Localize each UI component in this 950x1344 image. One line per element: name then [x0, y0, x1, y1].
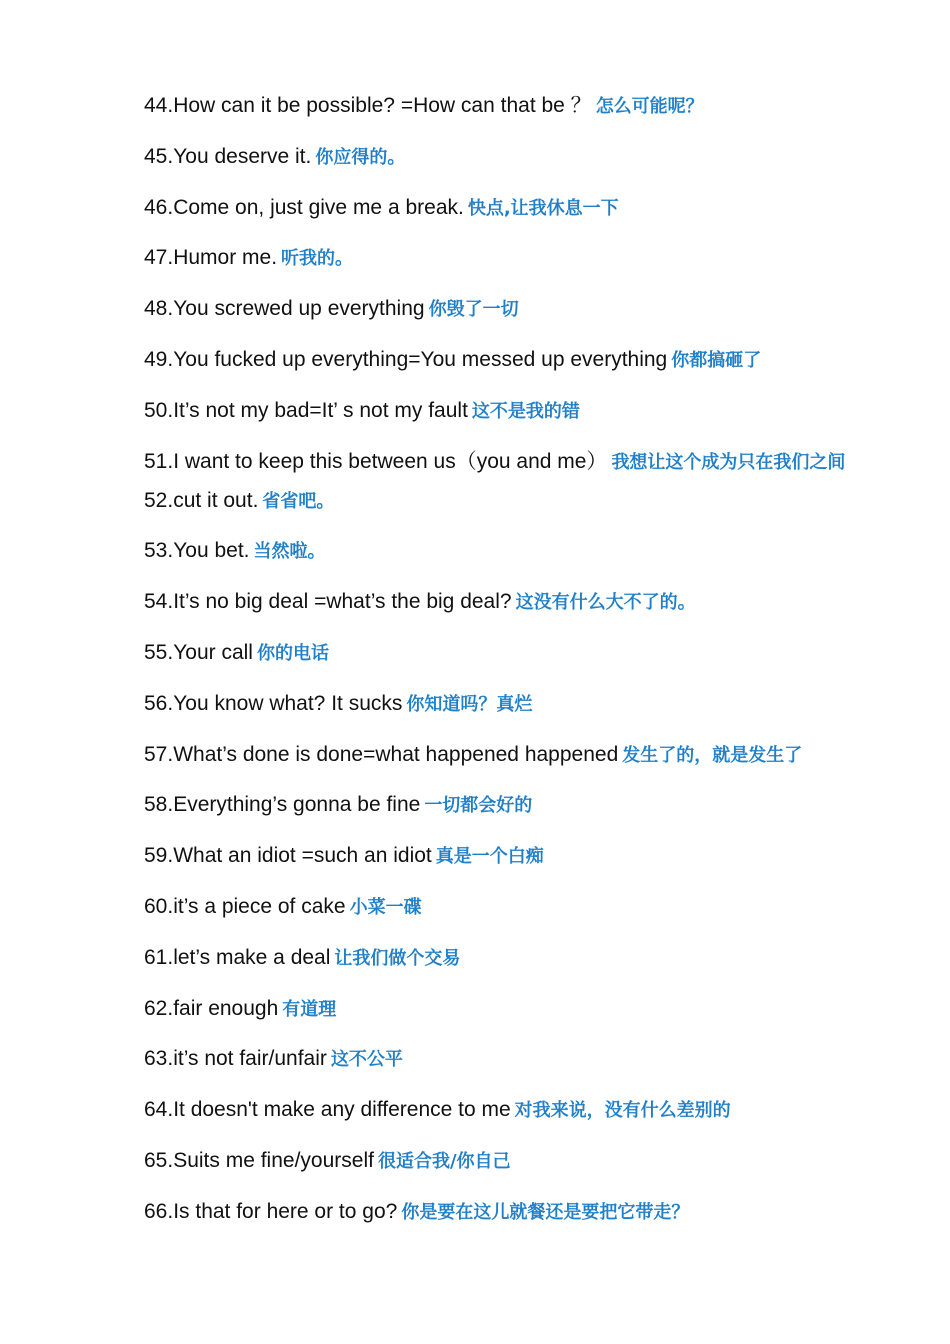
phrase-item-62 — [144, 991, 869, 1028]
phrase-item-49 — [144, 342, 869, 379]
phrase-english: 65.Suits me fine/yourself — [144, 1148, 374, 1172]
phrase-english: 53.You bet. — [144, 539, 250, 563]
phrase-item-58 — [144, 787, 869, 824]
phrase-english: 45.You deserve it. — [144, 144, 312, 168]
phrase-item-59 — [144, 838, 869, 875]
phrase-item-46 — [144, 190, 869, 227]
phrase-item-48 — [144, 291, 869, 328]
phrase-chinese: 你是要在这儿就餐还是要把它带走？ — [401, 1201, 690, 1223]
phrase-item-50 — [144, 393, 869, 430]
phrase-item-64 — [144, 1092, 869, 1129]
phrase-item-55 — [144, 635, 869, 672]
phrase-chinese: 发生了的，就是发生了 — [622, 744, 803, 766]
phrase-item-47 — [144, 240, 869, 277]
phrase-english: 61.let’s make a deal — [144, 945, 331, 969]
phrase-english: 57.What’s done is done=what happened happened — [144, 742, 619, 766]
phrase-chinese: 小菜一碟 — [349, 896, 422, 918]
phrase-chinese: 省省吧。 — [262, 490, 335, 512]
phrase-item-56 — [144, 686, 869, 723]
phrase-english: 48.You screwed up everything — [144, 297, 425, 321]
phrase-item-45 — [144, 139, 869, 176]
phrase-chinese: 你的电话 — [256, 642, 329, 664]
phrase-item-66 — [144, 1194, 869, 1231]
phrase-list — [144, 88, 869, 1245]
phrase-english: 66.Is that for here or to go? — [144, 1199, 398, 1223]
phrase-english: 51.I want to keep this between us（you and me） — [144, 449, 608, 473]
phrase-chinese: 这不是我的错 — [471, 400, 580, 422]
phrase-chinese: 这不公平 — [330, 1049, 403, 1071]
phrase-english: 50.It’s not my bad=It’ s not my fault — [144, 398, 468, 422]
phrase-chinese: 听我的。 — [281, 248, 354, 270]
phrase-chinese: 这没有什么大不了的。 — [515, 592, 696, 614]
phrase-english: 55.Your call — [144, 640, 253, 664]
phrase-english: 56.You know what? It sucks — [144, 691, 403, 715]
phrase-chinese: 怎么可能呢？ — [595, 96, 704, 117]
phrase-english: 64.It doesn't make any difference to me — [144, 1098, 511, 1122]
phrase-english: 62.fair enough — [144, 996, 279, 1020]
phrase-chinese: 一切都会好的 — [424, 795, 533, 817]
phrase-chinese: 当然啦。 — [253, 541, 326, 563]
phrase-chinese: 你知道吗？真烂 — [406, 693, 533, 715]
phrase-item-61 — [144, 940, 869, 977]
phrase-chinese: 有道理 — [282, 998, 337, 1020]
phrase-english: 63.it’s not fair/unfair — [144, 1047, 327, 1071]
phrase-item-57 — [144, 737, 869, 774]
phrase-english: 49.You fucked up everything=You messed up everything — [144, 347, 668, 371]
phrase-english: 54.It’s no big deal =what’s the big deal? — [144, 590, 512, 614]
phrase-item-65 — [144, 1143, 869, 1180]
phrase-english: 52.cut it out. — [144, 488, 259, 512]
phrase-chinese: 快点,让我休息一下 — [467, 197, 619, 219]
phrase-chinese: 很适合我/你自己 — [377, 1150, 511, 1172]
phrase-item-51 — [144, 444, 869, 481]
phrase-chinese: 真是一个白痴 — [435, 846, 544, 868]
phrase-item-54 — [144, 584, 869, 621]
phrase-item-53 — [144, 533, 869, 570]
phrase-english: 46.Come on, just give me a break. — [144, 195, 464, 219]
phrase-item-60 — [144, 889, 869, 926]
phrase-chinese: 我想让这个成为只在我们之间 — [611, 451, 846, 473]
phrase-chinese: 对我来说，没有什么差别的 — [514, 1100, 731, 1122]
phrase-english: 60.it’s a piece of cake — [144, 894, 346, 918]
phrase-english: 47.Humor me. — [144, 246, 278, 270]
phrase-item-63 — [144, 1041, 869, 1078]
phrase-chinese: 你毁了一切 — [428, 299, 519, 321]
phrase-chinese: 让我们做个交易 — [334, 947, 461, 969]
phrase-item-52 — [144, 483, 869, 520]
phrase-english: 58.Everything’s gonna be fine — [144, 793, 421, 817]
phrase-item-44 — [144, 88, 869, 125]
phrase-english: 44.How can it be possible? =How can that be ？ — [144, 94, 592, 117]
phrase-chinese: 你应得的。 — [315, 146, 406, 168]
phrase-english: 59.What an idiot =such an idiot — [144, 844, 432, 868]
phrase-chinese: 你都搞砸了 — [671, 349, 762, 371]
